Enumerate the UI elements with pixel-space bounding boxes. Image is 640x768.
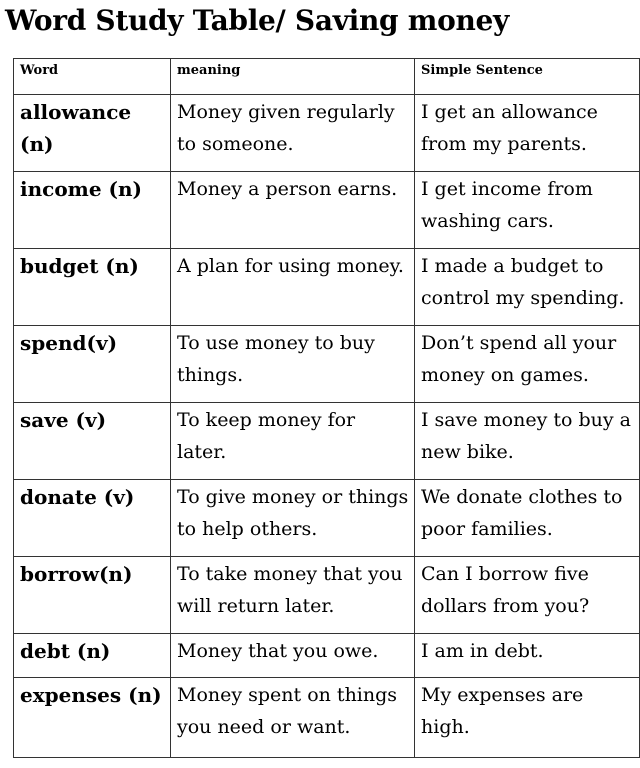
- sentence-cell: Don’t spend all your money on games.: [415, 326, 640, 403]
- header-word: Word: [14, 59, 171, 95]
- sentence-cell: My expenses are high.: [415, 678, 640, 758]
- sentence-cell: We donate clothes to poor families.: [415, 480, 640, 557]
- sentence-cell: I am in debt.: [415, 634, 640, 678]
- word-cell: borrow(n): [14, 557, 171, 634]
- header-meaning: meaning: [171, 59, 415, 95]
- header-sentence: Simple Sentence: [415, 59, 640, 95]
- meaning-cell: To take money that you will return later.: [171, 557, 415, 634]
- table-row: [14, 634, 640, 678]
- word-study-table: [13, 58, 640, 758]
- page-title: Word Study Table/ Saving money: [5, 4, 510, 37]
- table-row: [14, 403, 640, 480]
- word-cell: income (n): [14, 172, 171, 249]
- word-cell: allowance (n): [14, 95, 171, 172]
- sentence-cell: I made a budget to control my spending.: [415, 249, 640, 326]
- table-row: [14, 480, 640, 557]
- meaning-cell: To give money or things to help others.: [171, 480, 415, 557]
- meaning-cell: Money a person earns.: [171, 172, 415, 249]
- word-cell: spend(v): [14, 326, 171, 403]
- word-cell: budget (n): [14, 249, 171, 326]
- table-row: [14, 557, 640, 634]
- table-row: [14, 95, 640, 172]
- meaning-cell: To keep money for later.: [171, 403, 415, 480]
- meaning-cell: Money given regularly to someone.: [171, 95, 415, 172]
- sentence-cell: Can I borrow five dollars from you?: [415, 557, 640, 634]
- meaning-cell: Money that you owe.: [171, 634, 415, 678]
- table-row: [14, 678, 640, 758]
- table-row: [14, 172, 640, 249]
- meaning-cell: A plan for using money.: [171, 249, 415, 326]
- sentence-cell: I get an allowance from my parents.: [415, 95, 640, 172]
- header-row: [14, 59, 640, 95]
- meaning-cell: Money spent on things you need or want.: [171, 678, 415, 758]
- table-row: [14, 326, 640, 403]
- sentence-cell: I save money to buy a new bike.: [415, 403, 640, 480]
- word-cell: debt (n): [14, 634, 171, 678]
- word-cell: donate (v): [14, 480, 171, 557]
- word-cell: expenses (n): [14, 678, 171, 758]
- sentence-cell: I get income from washing cars.: [415, 172, 640, 249]
- table-row: [14, 249, 640, 326]
- meaning-cell: To use money to buy things.: [171, 326, 415, 403]
- word-cell: save (v): [14, 403, 171, 480]
